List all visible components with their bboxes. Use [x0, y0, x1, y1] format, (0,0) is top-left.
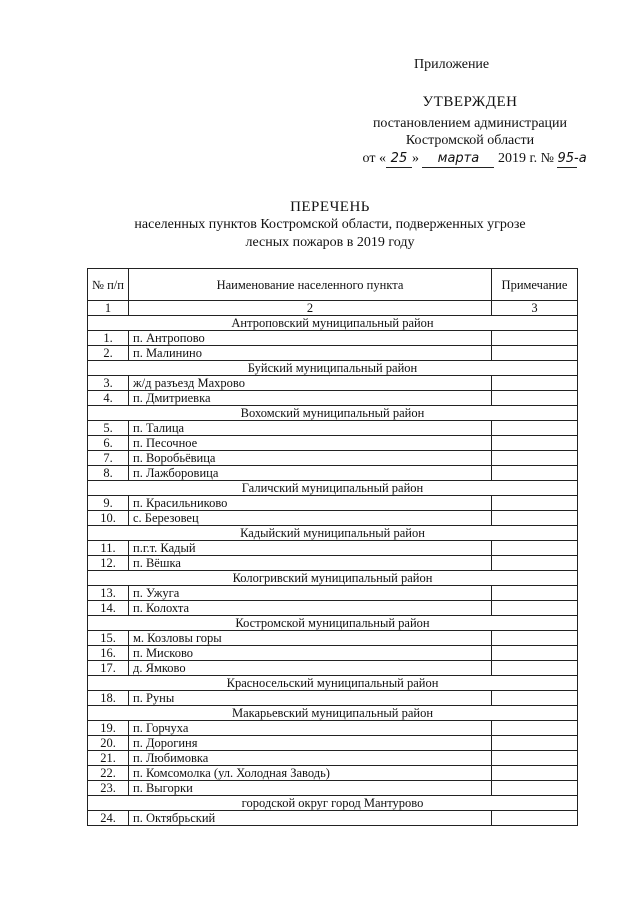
- settlement-name: п. Талица: [129, 421, 492, 436]
- heading-line-1: населенных пунктов Костромской области, подверженных угрозе: [134, 217, 526, 232]
- table-row: [88, 541, 578, 556]
- note-cell: [492, 421, 578, 436]
- row-number: 6.: [88, 436, 129, 451]
- table-row: [88, 466, 578, 481]
- settlement-name: п. Комсомолка (ул. Холодная Заводь): [129, 766, 492, 781]
- column-number: 1: [88, 301, 129, 316]
- table-row: [88, 601, 578, 616]
- settlements-table: [87, 268, 578, 826]
- header-number: № п/п: [88, 269, 129, 301]
- row-number: 16.: [88, 646, 129, 661]
- settlement-name: п. Дорогиня: [129, 736, 492, 751]
- settlement-name: п. Вёшка: [129, 556, 492, 571]
- column-number: 3: [492, 301, 578, 316]
- row-number: 23.: [88, 781, 129, 796]
- note-cell: [492, 541, 578, 556]
- row-number: 20.: [88, 736, 129, 751]
- row-number: 5.: [88, 421, 129, 436]
- note-cell: [492, 721, 578, 736]
- row-number: 10.: [88, 511, 129, 526]
- column-number: 2: [129, 301, 492, 316]
- note-cell: [492, 436, 578, 451]
- table-row: [88, 421, 578, 436]
- district-name: Антроповский муниципальный район: [88, 316, 578, 331]
- table-row: [88, 496, 578, 511]
- table-body: [88, 301, 578, 826]
- district-name: Кадыйский муниципальный район: [88, 526, 578, 541]
- date-year: 2019 г. №: [497, 151, 554, 166]
- settlement-name: п. Лажборовица: [129, 466, 492, 481]
- row-number: 9.: [88, 496, 129, 511]
- settlement-name: п. Ужуга: [129, 586, 492, 601]
- row-number: 13.: [88, 586, 129, 601]
- district-name: Красносельский муниципальный район: [88, 676, 578, 691]
- note-cell: [492, 391, 578, 406]
- district-row: [88, 316, 578, 331]
- row-number: 14.: [88, 601, 129, 616]
- settlement-name: п. Дмитриевка: [129, 391, 492, 406]
- heading-line-2: лесных пожаров в 2019 году: [245, 235, 415, 250]
- settlement-name: п. Малинино: [129, 346, 492, 361]
- district-name: Галичский муниципальный район: [88, 481, 578, 496]
- approval-dateline: [330, 150, 610, 168]
- note-cell: [492, 631, 578, 646]
- note-cell: [492, 661, 578, 676]
- note-cell: [492, 376, 578, 391]
- table-row: [88, 556, 578, 571]
- header-note: Примечание: [492, 269, 578, 301]
- row-number: 18.: [88, 691, 129, 706]
- table-row: [88, 691, 578, 706]
- district-row: [88, 571, 578, 586]
- note-cell: [492, 766, 578, 781]
- row-number: 12.: [88, 556, 129, 571]
- note-cell: [492, 601, 578, 616]
- note-cell: [492, 496, 578, 511]
- table-row: [88, 436, 578, 451]
- district-name: Костромской муниципальный район: [88, 616, 578, 631]
- heading-title: ПЕРЕЧЕНЬ: [290, 199, 370, 215]
- note-cell: [492, 811, 578, 826]
- note-cell: [492, 751, 578, 766]
- district-row: [88, 796, 578, 811]
- date-month: марта: [422, 150, 494, 168]
- row-number: 8.: [88, 466, 129, 481]
- row-number: 4.: [88, 391, 129, 406]
- settlement-name: м. Козловы горы: [129, 631, 492, 646]
- table-row: [88, 811, 578, 826]
- settlement-name: п. Любимовка: [129, 751, 492, 766]
- row-number: 17.: [88, 661, 129, 676]
- note-cell: [492, 466, 578, 481]
- note-cell: [492, 586, 578, 601]
- settlement-name: п. Колохта: [129, 601, 492, 616]
- document-heading: [100, 198, 560, 252]
- table-row: [88, 391, 578, 406]
- settlement-name: с. Березовец: [129, 511, 492, 526]
- table-row: [88, 766, 578, 781]
- district-name: Кологривский муниципальный район: [88, 571, 578, 586]
- district-row: [88, 481, 578, 496]
- table-row: [88, 751, 578, 766]
- approved-title: УТВЕРЖДЕН: [422, 94, 518, 110]
- table-row: [88, 736, 578, 751]
- table-row: [88, 646, 578, 661]
- district-row: [88, 706, 578, 721]
- district-name: Макарьевский муниципальный район: [88, 706, 578, 721]
- row-number: 24.: [88, 811, 129, 826]
- settlement-name: п. Октябрьский: [129, 811, 492, 826]
- settlement-name: п. Руны: [129, 691, 492, 706]
- district-row: [88, 406, 578, 421]
- row-number: 21.: [88, 751, 129, 766]
- note-cell: [492, 451, 578, 466]
- table-row: [88, 661, 578, 676]
- settlement-name: п. Красильниково: [129, 496, 492, 511]
- header-name: Наименование населенного пункта: [129, 269, 492, 301]
- settlement-name: п. Мисково: [129, 646, 492, 661]
- table-row: [88, 331, 578, 346]
- note-cell: [492, 346, 578, 361]
- district-row: [88, 526, 578, 541]
- approval-block: [330, 94, 610, 168]
- note-cell: [492, 331, 578, 346]
- district-row: [88, 361, 578, 376]
- note-cell: [492, 556, 578, 571]
- settlement-name: п. Воробьёвица: [129, 451, 492, 466]
- settlement-name: п. Горчуха: [129, 721, 492, 736]
- date-day: 25: [386, 150, 412, 168]
- document-number: 95-а: [557, 151, 587, 166]
- row-number: 15.: [88, 631, 129, 646]
- district-name: Буйский муниципальный район: [88, 361, 578, 376]
- note-cell: [492, 691, 578, 706]
- settlement-name: п. Выгорки: [129, 781, 492, 796]
- table-row: [88, 586, 578, 601]
- row-number: 11.: [88, 541, 129, 556]
- approval-line-2: Костромской области: [405, 133, 535, 148]
- district-row: [88, 676, 578, 691]
- settlement-name: п.г.т. Кадый: [129, 541, 492, 556]
- settlement-name: п. Песочное: [129, 436, 492, 451]
- district-row: [88, 616, 578, 631]
- note-cell: [492, 511, 578, 526]
- table-row: [88, 451, 578, 466]
- date-prefix: от «: [362, 151, 386, 166]
- settlement-name: ж/д разъезд Махрово: [129, 376, 492, 391]
- district-name: городской округ город Мантурово: [88, 796, 578, 811]
- row-number: 7.: [88, 451, 129, 466]
- appendix-label: Приложение: [414, 57, 490, 72]
- row-number: 3.: [88, 376, 129, 391]
- table-row: [88, 376, 578, 391]
- note-cell: [492, 646, 578, 661]
- settlement-name: п. Антропово: [129, 331, 492, 346]
- table-row: [88, 511, 578, 526]
- note-cell: [492, 736, 578, 751]
- table-row: [88, 346, 578, 361]
- district-name: Вохомский муниципальный район: [88, 406, 578, 421]
- row-number: 22.: [88, 766, 129, 781]
- table-row: [88, 721, 578, 736]
- table-row: [88, 781, 578, 796]
- date-mid: »: [411, 151, 419, 166]
- table-row: [88, 631, 578, 646]
- note-cell: [492, 781, 578, 796]
- row-number: 2.: [88, 346, 129, 361]
- row-number: 1.: [88, 331, 129, 346]
- table-header-row: [88, 269, 578, 301]
- column-numbers-row: [88, 301, 578, 316]
- row-number: 19.: [88, 721, 129, 736]
- settlement-name: д. Ямково: [129, 661, 492, 676]
- approval-line-1: постановлением администрации: [372, 116, 568, 131]
